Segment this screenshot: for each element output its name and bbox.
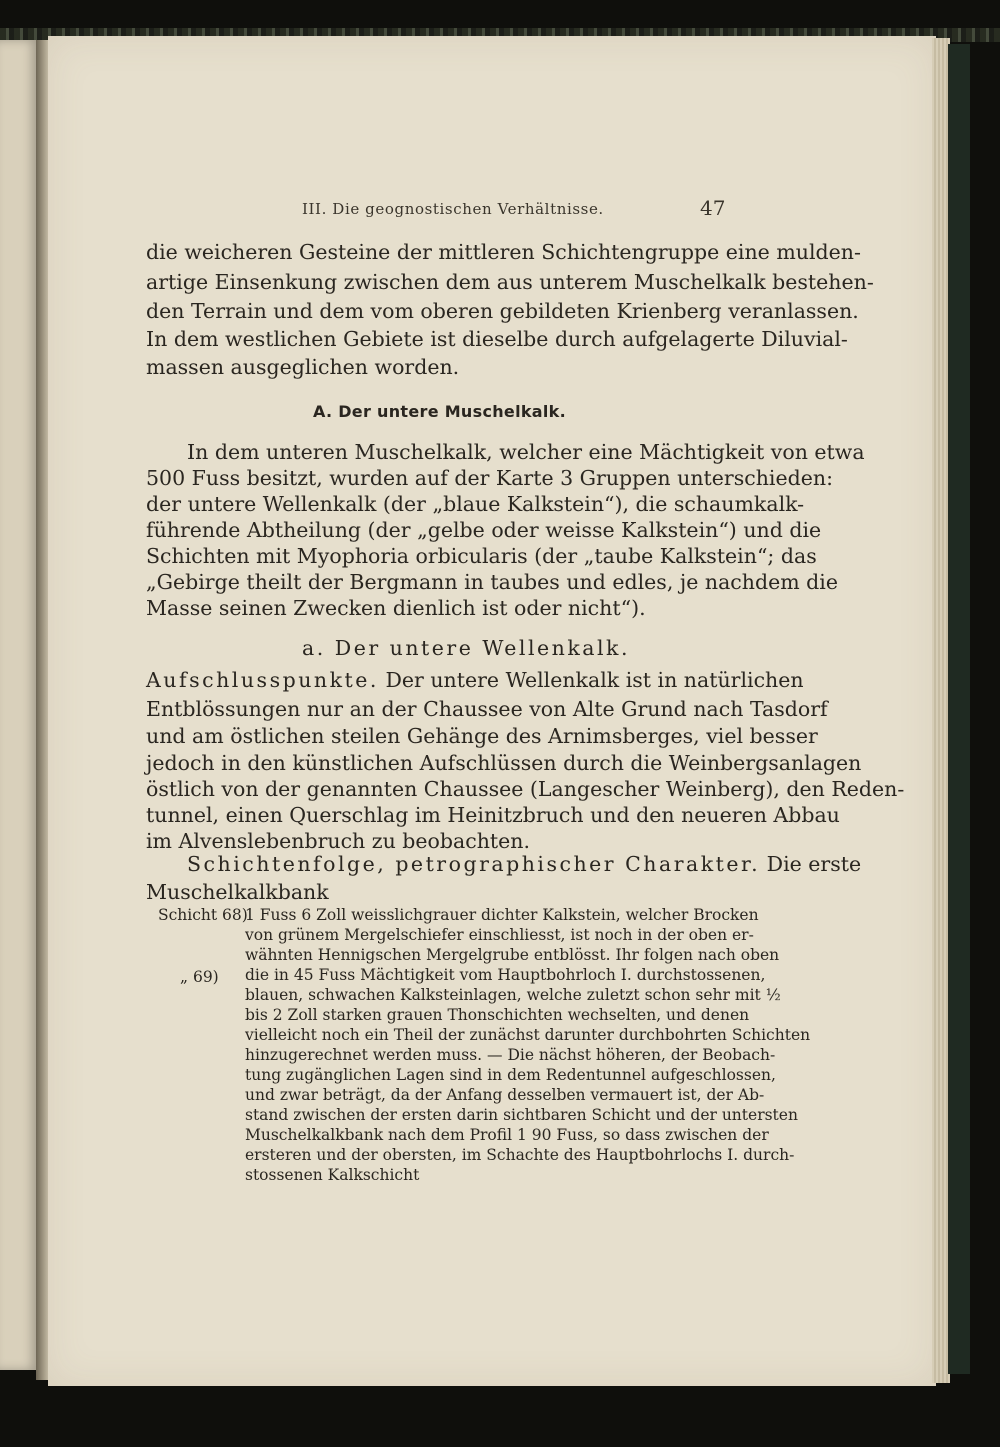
text-line: 1 Fuss 6 Zoll weisslichgrauer dichter Kalkstein, welcher Brocken <box>245 906 759 924</box>
text-line: und zwar beträgt, da der Anfang desselben vermauert ist, der Ab- <box>245 1086 765 1104</box>
text-line: bis 2 Zoll starken grauen Thonschichten wechselten, und denen <box>245 1006 750 1024</box>
text-line: In dem unteren Muschelkalk, welcher eine Mächtigkeit von etwa <box>187 440 865 464</box>
text-line: jedoch in den künstlichen Aufschlüssen durch die Weinbergsanlagen <box>146 751 862 775</box>
inline-text: Der untere Wellenkalk ist in natürlichen <box>385 668 804 692</box>
text-line: „Gebirge theilt der Bergmann in taubes und edles, je nachdem die <box>146 570 838 594</box>
text-line: stand zwischen der ersten darin sichtbaren Schicht und der untersten <box>245 1106 798 1124</box>
page-number: 47 <box>700 196 726 220</box>
inline-label: Aufschlusspunkte. <box>146 668 379 692</box>
left-page-edge <box>0 40 38 1370</box>
inline-text: Die erste <box>766 852 862 876</box>
text-line: wähnten Hennigschen Mergelgrube entblösst. Ihr folgen nach oben <box>245 946 780 964</box>
text-line: die in 45 Fuss Mächtigkeit vom Hauptbohrloch I. durchstossenen, <box>245 966 766 984</box>
text-line: Schichten mit Myophoria orbicularis (der „taube Kalkstein“; das <box>146 544 817 568</box>
section-heading: A. Der untere Muschelkalk. <box>313 402 567 421</box>
book-cover-edge <box>948 44 970 1374</box>
text-line: ersteren und der obersten, im Schachte des Hauptbohrlochs I. durch- <box>245 1146 795 1164</box>
text-line: Masse seinen Zwecken dienlich ist oder nicht“). <box>146 596 646 620</box>
schicht-label: Schicht 68) <box>158 906 248 924</box>
subheading: a. Der untere Wellenkalk. <box>302 636 630 660</box>
text-line: Muschelkalkbank nach dem Profil 1 90 Fuss, so dass zwischen der <box>245 1126 769 1144</box>
inline-label: Schichtenfolge, petrographischer Charakter. <box>187 852 761 876</box>
text-line: tunnel, einen Querschlag im Heinitzbruch und den neueren Abbau <box>146 803 840 827</box>
text-line: massen ausgeglichen worden. <box>146 355 460 379</box>
text-line: tung zugänglichen Lagen sind in dem Redentunnel aufgeschlossen, <box>245 1066 776 1084</box>
text-line: stossenen Kalkschicht <box>245 1166 420 1184</box>
text-line: vielleicht noch ein Theil der zunächst darunter durchbohrten Schichten <box>245 1026 811 1044</box>
text-line: östlich von der genannten Chaussee (Langescher Weinberg), den Reden- <box>146 777 905 801</box>
text-line: Muschelkalkbank <box>146 880 329 904</box>
text-line: und am östlichen steilen Gehänge des Arnimsberges, viel besser <box>146 724 818 748</box>
text-line <box>187 852 861 876</box>
schicht-label: „ 69) <box>180 968 219 986</box>
text-line <box>146 668 804 692</box>
text-line: blauen, schwachen Kalksteinlagen, welche zuletzt schon sehr mit ½ <box>245 986 781 1004</box>
text-line: artige Einsenkung zwischen dem aus unterem Muschelkalk bestehen- <box>146 270 874 294</box>
text-line: im Alvenslebenbruch zu beobachten. <box>146 829 531 853</box>
text-line: der untere Wellenkalk (der „blaue Kalkstein“), die schaumkalk- <box>146 492 805 516</box>
text-line: die weicheren Gesteine der mittleren Schichtengruppe eine mulden- <box>146 240 861 264</box>
running-head: III. Die geognostischen Verhältnisse. <box>302 200 604 218</box>
text-line: von grünem Mergelschiefer einschliesst, ist noch in der oben er- <box>245 926 754 944</box>
text-line: In dem westlichen Gebiete ist dieselbe durch aufgelagerte Diluvial- <box>146 327 848 351</box>
text-line: 500 Fuss besitzt, wurden auf der Karte 3 Gruppen unterschieden: <box>146 466 833 490</box>
text-line: hinzugerechnet werden muss. — Die nächst höheren, der Beobach- <box>245 1046 776 1064</box>
text-line: den Terrain und dem vom oberen gebildeten Krienberg veranlassen. <box>146 299 859 323</box>
text-line: Entblössungen nur an der Chaussee von Alte Grund nach Tasdorf <box>146 697 828 721</box>
text-line: führende Abtheilung (der „gelbe oder weisse Kalkstein“) und die <box>146 518 822 542</box>
